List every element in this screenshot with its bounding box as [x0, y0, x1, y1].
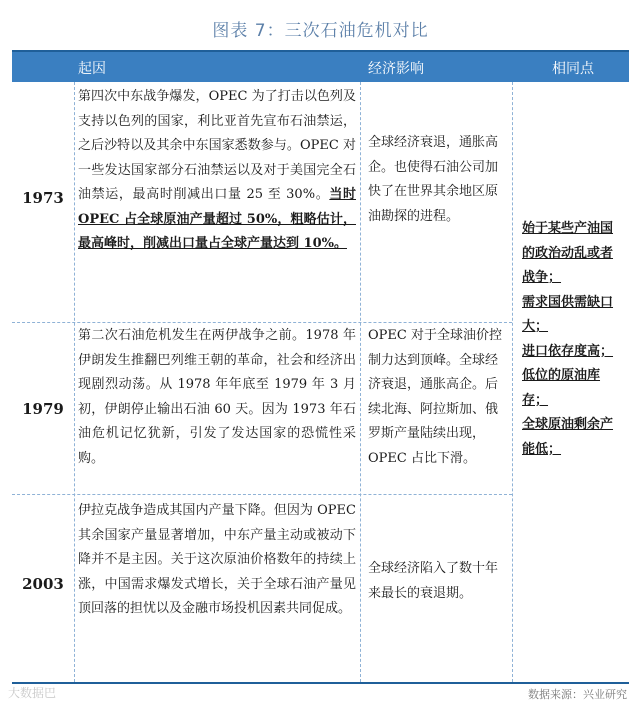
column-divider	[360, 82, 361, 682]
row-cause	[78, 85, 356, 257]
common-point: 全球原油剩余产能低；	[522, 417, 614, 457]
data-source: 数据来源：兴业研究	[528, 688, 627, 701]
common-point: 始于某些产油国的政治动乱或者战争；	[522, 221, 614, 285]
row-year: 2003	[22, 575, 64, 593]
row-impact: 全球经济陷入了数十年来最长的衰退期。	[368, 561, 499, 601]
row-cause: 伊拉克战争造成其国内产量下降。但因为 OPEC 其余国家产量显著增加，中东产量主动或被动下降并不是主因。关于这次原油价格数年的持续上涨，中国需求爆发式增长，关于全球石油产量见顶回落的担忧以及金融市场投机因素共同促成。	[78, 503, 356, 616]
header-cause: 起因	[78, 61, 106, 77]
common-point: 进口依存度高；低位的原油库存；	[522, 343, 614, 408]
figure-title: 图表 7：三次石油危机对比	[212, 21, 429, 41]
row-year: 1979	[22, 400, 64, 418]
row-impact: OPEC 对于全球油价控制力达到顶峰。全球经济衰退，通胀高企。后续北海、阿拉斯加、俄罗斯产量陆续出现，OPEC 占比下滑。	[368, 328, 502, 466]
header-same: 相同点	[552, 61, 594, 77]
header-impact: 经济影响	[368, 61, 424, 77]
row-impact: 全球经济衰退，通胀高企。也使得石油公司加快了在世界其余地区原油勘探的进程。	[368, 135, 499, 224]
row-divider	[12, 494, 512, 495]
cause-text: 第四次中东战争爆发，OPEC 为了打击以色列及支持以色列的国家，利比亚首先宣布石油禁运，之后沙特以及其余中东国家悉数参与。OPEC 对一些发达国家部分石油禁运以及对于美国完全石油禁运，最高时削减出口量 25 至 30%。	[78, 89, 356, 202]
row-divider	[12, 322, 512, 323]
comparison-table	[12, 50, 629, 684]
common-point: 需求国供需缺口大；	[522, 294, 614, 334]
row-cause: 第二次石油危机发生在两伊战争之前。1978 年伊朗发生推翻巴列维王朝的革命，社会和经济出现剧烈动荡。从 1978 年年底至 1979 年 3 月初，伊朗停止输出石油 60 天。因为 1973 年石油危机记忆犹新，引发了发达国家的恐慌性采购。	[78, 328, 356, 466]
cause-emphasis: 当时 OPEC 占全球原油产量超过 50%，粗略估计，最高峰时，削减出口量占全球产量达到 10%。	[78, 187, 356, 251]
common-points	[522, 217, 622, 462]
row-year: 1973	[22, 189, 64, 207]
watermark-logo: 大数据巴	[8, 686, 57, 700]
table-header	[12, 52, 629, 82]
column-divider	[74, 82, 75, 682]
column-divider	[512, 82, 513, 682]
